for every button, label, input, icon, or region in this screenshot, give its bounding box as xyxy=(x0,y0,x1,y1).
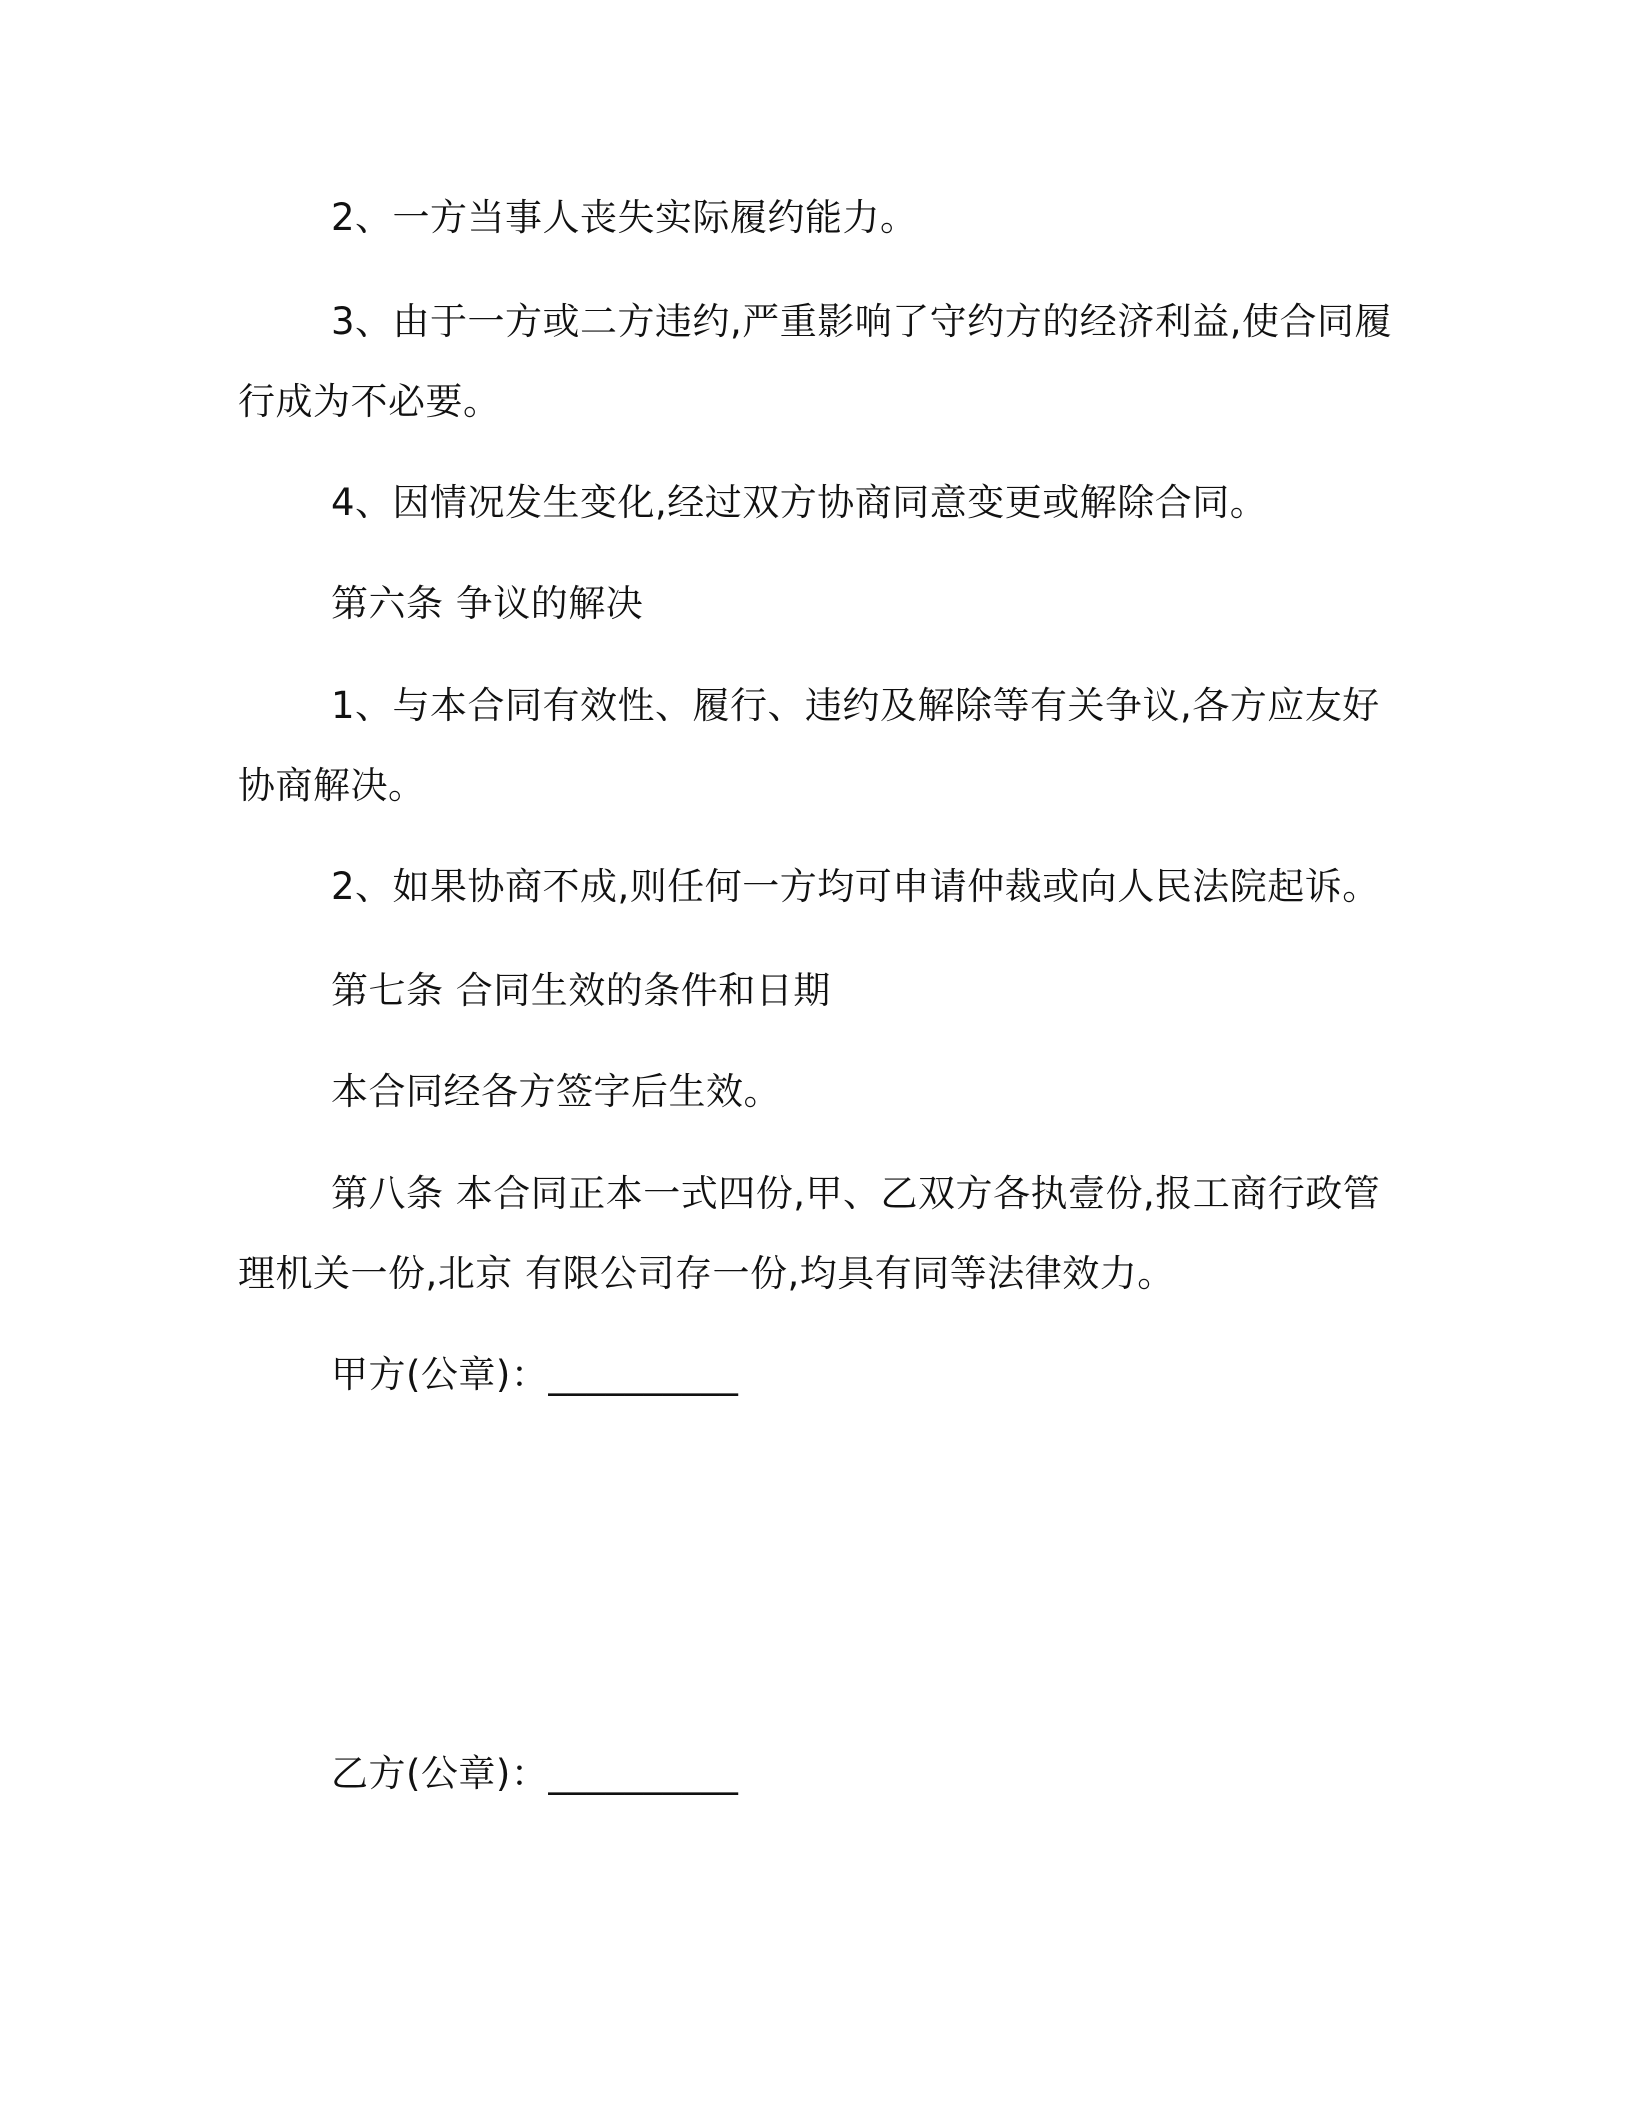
article-6-heading: 第六条 争议的解决 xyxy=(331,582,644,625)
party-a-seal-line: 甲方(公章)：__________ xyxy=(331,1353,739,1396)
article-8-line-2: 理机关一份,北京 有限公司存一份,均具有同等法律效力。 xyxy=(238,1252,1175,1295)
clause-5-item-3-line-2: 行成为不必要。 xyxy=(238,380,501,423)
clause-5-item-2: 2、一方当事人丧失实际履约能力。 xyxy=(331,196,918,239)
clause-5-item-3-line-1: 3、由于一方或二方违约,严重影响了守约方的经济利益,使合同履 xyxy=(331,300,1393,343)
party-b-seal-line: 乙方(公章)：__________ xyxy=(331,1752,739,1795)
article-7-heading: 第七条 合同生效的条件和日期 xyxy=(331,969,831,1012)
clause-5-item-4: 4、因情况发生变化,经过双方协商同意变更或解除合同。 xyxy=(331,481,1268,524)
clause-6-item-2: 2、如果协商不成,则任何一方均可申请仲裁或向人民法院起诉。 xyxy=(331,865,1380,908)
article-7-text: 本合同经各方签字后生效。 xyxy=(331,1070,781,1113)
article-8-line-1: 第八条 本合同正本一式四份,甲、乙双方各执壹份,报工商行政管 xyxy=(331,1172,1381,1215)
clause-6-item-1-line-2: 协商解决。 xyxy=(238,764,426,807)
clause-6-item-1-line-1: 1、与本合同有效性、履行、违约及解除等有关争议,各方应友好 xyxy=(331,684,1380,727)
